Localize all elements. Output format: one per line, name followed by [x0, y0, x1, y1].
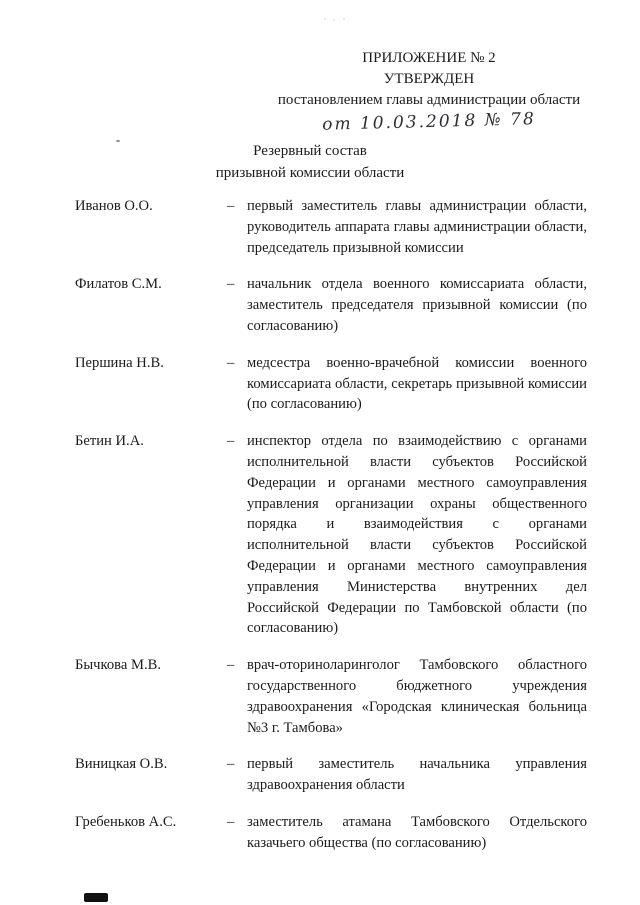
member-description: инспектор отдела по взаимодействию с органами исполнительной власти субъектов Российской Федерации и органами местного самоуправления управления организации охраны общественного порядка и взаимодействия с органами исполнительной власти субъектов Российской Федерации и органами местного самоуправления управления Министерства внутренних дел Российской Федерации по Тамбовской области (по согласованию) — [247, 433, 587, 637]
member-description: начальник отдела военного комиссариата области, заместитель председателя призывной комиссии (по согласованию) — [247, 276, 587, 334]
dash-separator: – — [227, 657, 235, 674]
dash-separator: – — [227, 756, 235, 773]
member-description: заместитель атамана Тамбовского Отдельского казачьего общества (по согласованию) — [247, 813, 587, 851]
approved-by-line: постановлением главы администрации области — [277, 92, 581, 108]
member-name: Иванов О.О. — [75, 198, 153, 214]
list-item — [75, 353, 587, 415]
member-name: Виницкая О.В. — [75, 756, 168, 773]
commission-member-list — [75, 196, 587, 870]
member-name: Бычкова М.В. — [75, 657, 162, 674]
title-line-1: Резервный состав — [253, 143, 367, 159]
dash-separator: – — [227, 433, 235, 450]
dash-separator: – — [227, 276, 235, 293]
member-name: Першина Н.В. — [75, 354, 164, 371]
appendix-label: ПРИЛОЖЕНИЕ № 2 — [362, 50, 496, 66]
list-item — [75, 655, 587, 738]
member-description: первый заместитель начальника управления здравоохранения области — [247, 756, 587, 794]
title-line-2: призывной комиссии области — [215, 165, 405, 181]
handwritten-date-number: от 10.03.2018 № 78 — [321, 109, 537, 135]
member-name: Гребеньков А.С. — [75, 813, 177, 830]
list-item — [75, 274, 587, 336]
member-description: врач-оториноларинголог Тамбовского областного государственного бюджетного учреждения здравоохранения «Городская клиническая больница №3 г. Тамбова» — [247, 657, 587, 736]
document-title — [0, 140, 620, 184]
approved-label: УТВЕРЖДЕН — [383, 71, 475, 87]
member-name: Филатов С.М. — [75, 276, 162, 293]
scan-artifact — [84, 893, 108, 902]
scan-artifact — [322, 18, 348, 21]
member-description: медсестра военно-врачебной комиссии военного комиссариата области, секретарь призывной комиссии (по согласованию) — [247, 354, 587, 413]
list-item — [75, 431, 587, 639]
dash-separator: – — [227, 354, 235, 371]
member-name: Бетин И.А. — [75, 433, 144, 450]
list-item — [75, 754, 587, 796]
list-item — [75, 812, 587, 854]
dash-separator: – — [227, 813, 235, 830]
list-item — [75, 196, 587, 258]
member-description: первый заместитель главы администрации области, руководитель аппарата главы администрации области, председатель призывной комиссии — [247, 198, 587, 256]
approval-header — [248, 48, 610, 135]
dash-separator: – — [227, 198, 235, 214]
